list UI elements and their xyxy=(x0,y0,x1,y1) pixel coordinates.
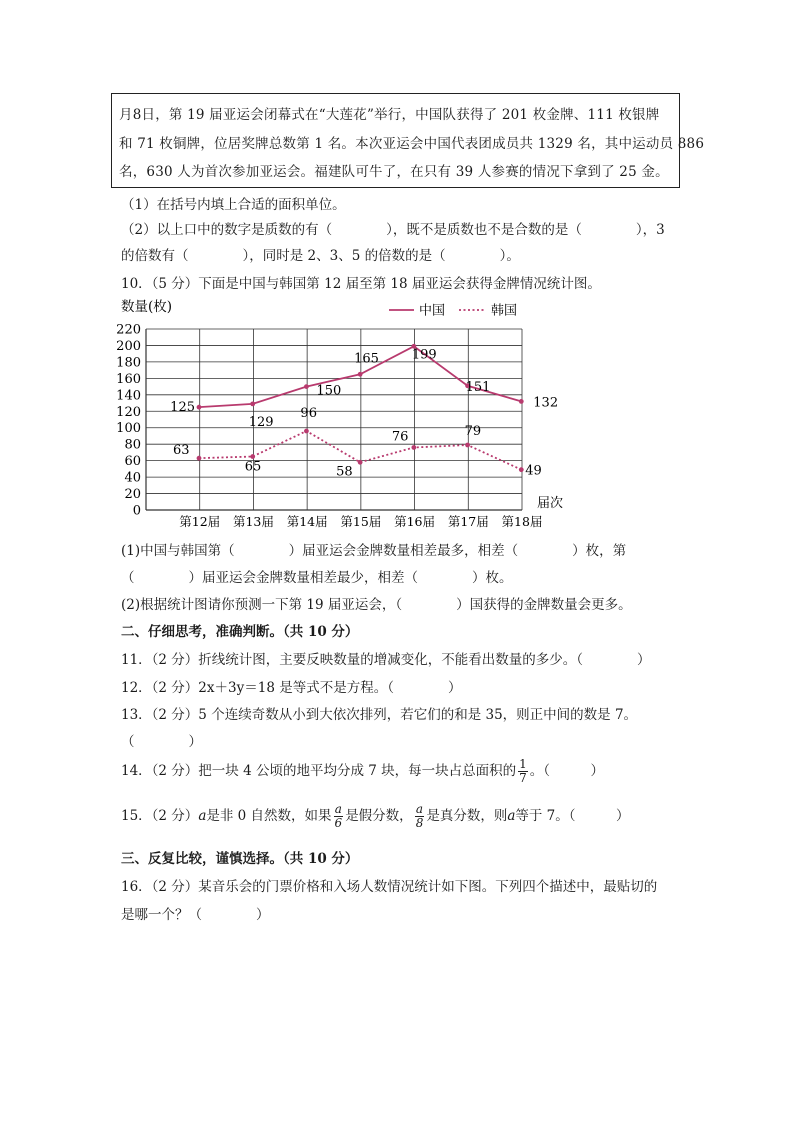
q13-line2: （ ） xyxy=(121,734,202,750)
y-tick-label: 140 xyxy=(116,388,141,404)
q15-text-2: 是假分数， xyxy=(345,808,413,824)
q14-fraction xyxy=(518,758,528,785)
data-label-korea: 96 xyxy=(300,406,317,422)
y-tick-label: 20 xyxy=(124,487,141,503)
data-point-china xyxy=(250,401,255,406)
q14-fraction-denominator: 7 xyxy=(519,771,527,785)
q16-line2: 是哪一个？（ ） xyxy=(121,907,270,923)
y-tick-label: 220 xyxy=(116,322,141,338)
x-tick-label: 第15届 xyxy=(340,514,382,529)
q15 xyxy=(121,803,630,830)
data-label-korea: 65 xyxy=(244,459,262,475)
q9-sub2-line2: 的倍数有（ ），同时是 2、3、5 的倍数的是（ ）。 xyxy=(121,248,520,264)
q16-line1: 16．（2 分）某音乐会的门票价格和入场人数情况统计如下图。下列四个描述中，最贴切的 xyxy=(121,879,658,895)
q15-fraction-2-denominator: 8 xyxy=(415,816,424,830)
x-tick-label: 第14届 xyxy=(286,514,328,529)
q15-fraction-1 xyxy=(334,803,344,830)
x-tick-label: 第13届 xyxy=(232,514,274,529)
y-tick-label: 0 xyxy=(132,503,141,519)
y-tick-label: 40 xyxy=(124,470,141,486)
q13-line1: 13．（2 分）5 个连续奇数从小到大依次排列，若它们的和是 35，则正中间的数是 7。 xyxy=(121,707,638,723)
q15-text-4: 等于 7。（ ） xyxy=(515,808,630,824)
data-point-china xyxy=(358,372,363,377)
q15-variable: a xyxy=(198,808,207,824)
q9-sub2-line1: （2）以上口中的数字是质数的有（ ），既不是质数也不是合数的是（ ），3 xyxy=(121,222,665,238)
passage-line-2: 和 71 枚铜牌，位居奖牌总数第 1 名。本次亚运会中国代表团成员共 1329 名，其中运动员 886 xyxy=(119,136,705,152)
q12: 12．（2 分）2x＋3y＝18 是等式不是方程。（ ） xyxy=(121,680,462,696)
q15-prefix: 15．（2 分） xyxy=(121,808,199,824)
q15-variable-2: a xyxy=(507,808,516,824)
y-tick-label: 120 xyxy=(116,404,141,420)
data-label-korea: 49 xyxy=(525,463,542,479)
data-label-korea: 79 xyxy=(464,424,482,440)
data-label-china: 125 xyxy=(170,400,195,416)
x-tick-label: 第12届 xyxy=(179,514,221,529)
gold-medal-line-chart xyxy=(0,0,794,560)
legend-label-korea: 韩国 xyxy=(491,303,518,319)
data-label-korea: 63 xyxy=(173,443,190,459)
y-tick-label: 100 xyxy=(116,421,141,437)
x-tick-label: 第17届 xyxy=(447,514,489,529)
data-point-korea xyxy=(197,456,202,461)
data-point-china xyxy=(304,384,309,389)
q14-tail: 。（ ） xyxy=(529,763,605,779)
data-point-korea xyxy=(519,467,524,472)
q15-fraction-1-denominator: 6 xyxy=(334,816,343,830)
data-label-china: 151 xyxy=(465,379,491,395)
q15-fraction-2 xyxy=(415,803,425,830)
passage-line-3: 名，630 人为首次参加亚运会。福建队可牛了，在只有 39 人参赛的情况下拿到了 25 金。 xyxy=(119,164,669,180)
q14-fraction-numerator: 1 xyxy=(519,757,527,771)
data-point-korea xyxy=(250,454,255,459)
data-point-china xyxy=(197,405,202,410)
x-tick-label: 第18届 xyxy=(501,514,543,529)
q15-text-3: 是真分数，则 xyxy=(426,808,508,824)
y-tick-label: 160 xyxy=(116,371,141,387)
data-point-korea xyxy=(465,443,470,448)
q11: 11．（2 分）折线统计图，主要反映数量的增减变化，不能看出数量的多少。（ ） xyxy=(121,652,651,668)
y-tick-label: 80 xyxy=(124,437,141,453)
passage-line-1: 月8日，第 19 届亚运会闭幕式在“大莲花”举行，中国队获得了 201 枚金牌、111 枚银牌 xyxy=(119,107,660,123)
q14-text: 14．（2 分）把一块 4 公顷的地平均分成 7 块，每一块占总面积的 xyxy=(121,763,517,779)
data-label-china: 150 xyxy=(316,383,342,399)
q15-fraction-1-numerator: a xyxy=(334,802,342,816)
section2-title: 二、仔细思考，准确判断。（共 10 分） xyxy=(121,624,359,640)
x-tick-label: 第16届 xyxy=(394,514,436,529)
x-axis-label: 届次 xyxy=(537,496,564,511)
data-label-china: 132 xyxy=(533,395,559,411)
y-tick-label: 180 xyxy=(116,355,141,371)
q10-sub1-line1: (1)中国与韩国第（ ）届亚运会金牌数量相差最多，相差（ ）枚，第 xyxy=(121,543,627,559)
data-label-china: 129 xyxy=(248,414,274,430)
data-point-korea xyxy=(411,445,416,450)
q14 xyxy=(121,758,604,785)
section3-title: 三、反复比较，谨慎选择。（共 10 分） xyxy=(121,851,359,867)
data-label-china: 199 xyxy=(411,347,437,363)
data-point-korea xyxy=(358,460,363,465)
data-point-korea xyxy=(304,429,309,434)
q15-text-1: 是非 0 自然数，如果 xyxy=(206,808,332,824)
data-label-china: 165 xyxy=(354,351,379,367)
q10-sub2: (2)根据统计图请你预测一下第 19 届亚运会，（ ）国获得的金牌数量会更多。 xyxy=(121,597,632,613)
q15-fraction-2-numerator: a xyxy=(415,802,424,816)
legend-label-china: 中国 xyxy=(419,303,446,319)
q10-stem: 10．（5 分）下面是中国与韩国第 12 届至第 18 届亚运会获得金牌情况统计图。 xyxy=(121,276,601,292)
data-point-china xyxy=(519,399,524,404)
y-axis-label: 数量(枚) xyxy=(121,299,173,315)
data-label-korea: 58 xyxy=(336,464,353,480)
q10-sub1-line2: （ ）届亚运会金牌数量相差最少，相差（ ）枚。 xyxy=(121,570,513,586)
y-tick-label: 60 xyxy=(124,454,141,470)
y-tick-label: 200 xyxy=(116,338,141,354)
data-label-korea: 76 xyxy=(391,429,409,445)
q9-sub1: （1）在括号内填上合适的面积单位。 xyxy=(121,197,346,213)
